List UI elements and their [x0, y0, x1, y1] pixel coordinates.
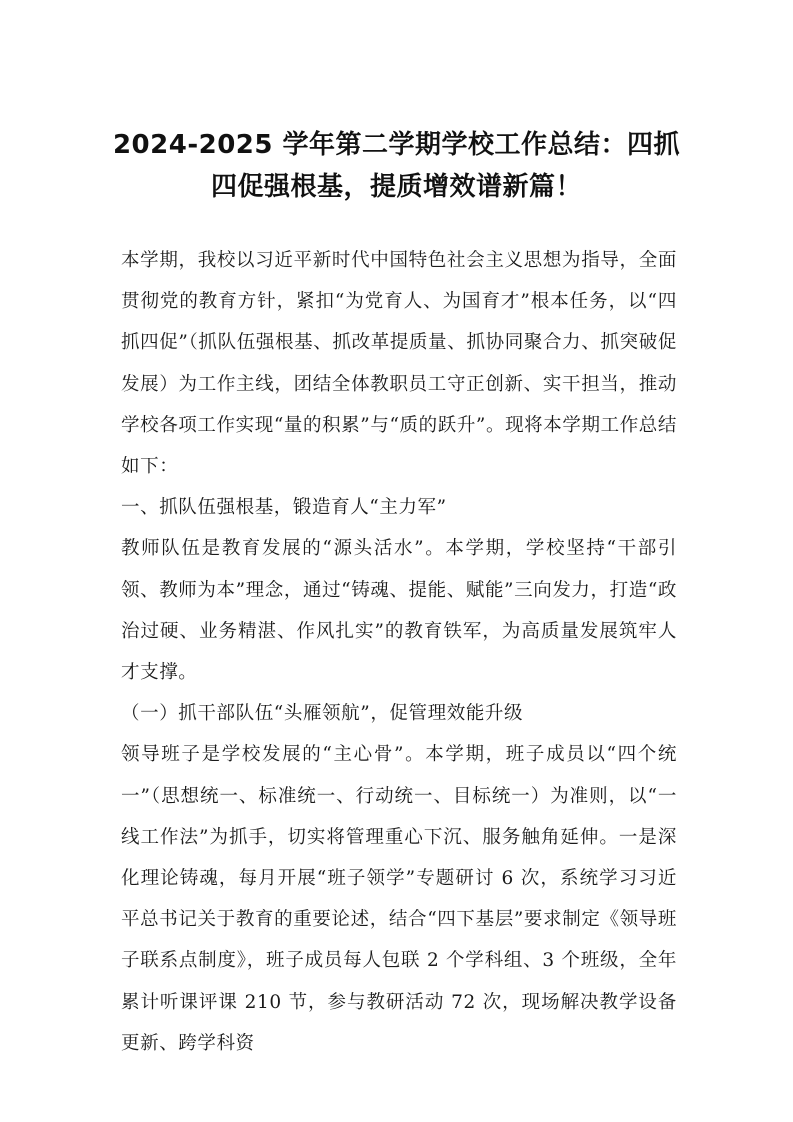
subsection-heading-1-1: （一）抓干部队伍“头雁领航”，促管理效能升级 [121, 703, 524, 725]
intro-paragraph: 本学期，我校以习近平新时代中国特色社会主义思想为指导，全面贯彻党的教育方针，紧扣“为党育人、为国育才”根本任务，以“四抓四促”（抓队伍强根基、抓改革提质量、抓协同聚合力、抓突破促发展）为工作主线，团结全体教职员工守正创新、实干担当，推动学校各项工作实现“量的积累”与“质的跃升”。现将本学期工作总结如下： [121, 250, 677, 478]
document-body [121, 240, 677, 1064]
document-title: 2024-2025 学年第二学期学校工作总结：四抓四促强根基，提质增效谱新篇！ [112, 130, 681, 202]
subsection-1-1-paragraph: 领导班子是学校发展的“主心骨”。本学期，班子成员以“四个统一”（思想统一、标准统一、行动统一、目标统一）为准则，以“一线工作法”为抓手，切实将管理重心下沉、服务触角延伸。一是深化理论铸魂，每月开展“班子领学”专题研讨 6 次，系统学习习近平总书记关于教育的重要论述，结合“四下基层”要求制定《领导班子联系点制度》，班子成员每人包联 2 个学科组、3 个班级，全年累计听课评课 210 节，参与教研活动 72 次，现场解决教学设备更新、跨学科资 [121, 744, 677, 1054]
section-1-paragraph: 教师队伍是教育发展的“源头活水”。本学期，学校坚持“干部引领、教师为本”理念，通过“铸魂、提能、赋能”三向发力，打造“政治过硬、业务精湛、作风扎实”的教育铁军，为高质量发展筑牢人才支撑。 [121, 538, 677, 684]
section-heading-1: 一、抓队伍强根基，锻造育人“主力军” [121, 497, 447, 519]
